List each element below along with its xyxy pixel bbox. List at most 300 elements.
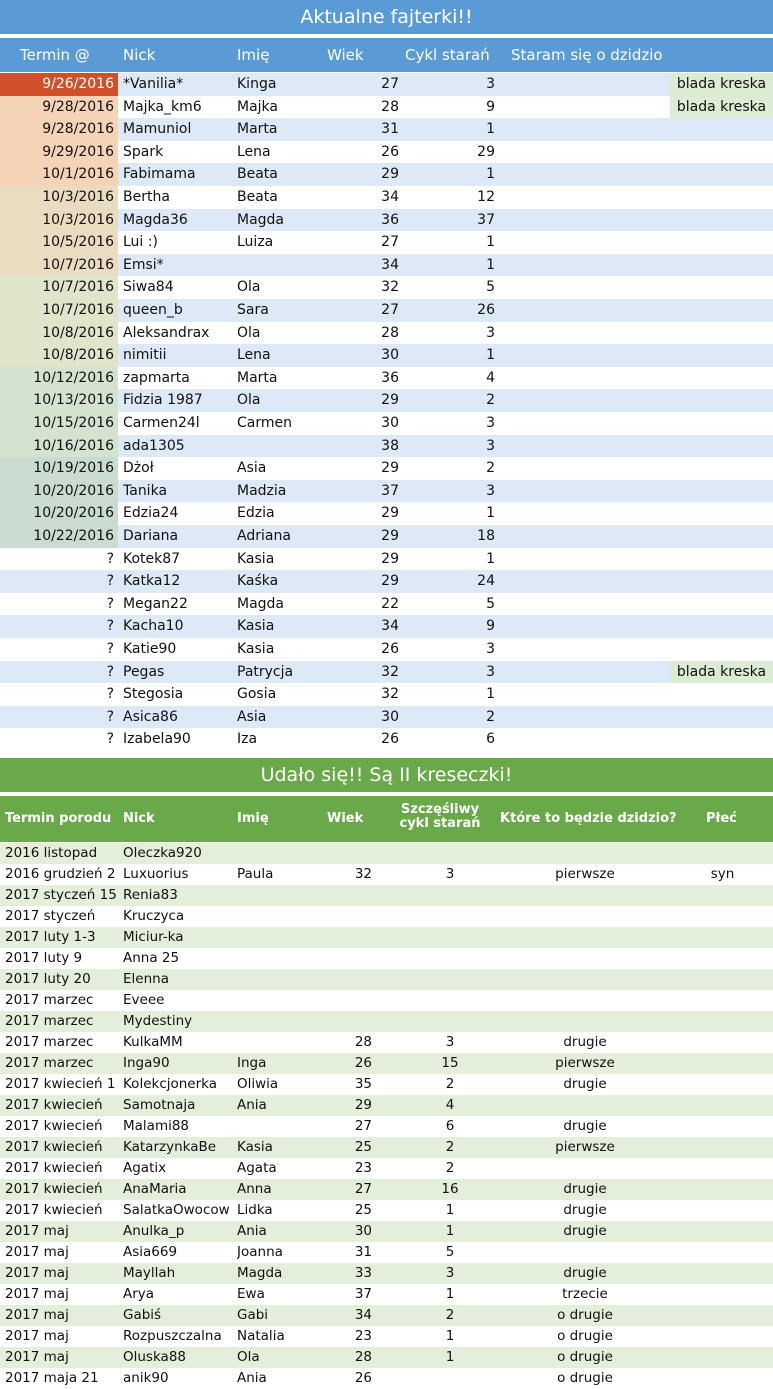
cykl-cell: 2 <box>445 1139 455 1155</box>
ktore-cell: trzecie <box>562 1286 608 1302</box>
cykl-cell: 3 <box>445 866 455 882</box>
nick-cell: Katie90 <box>123 641 177 657</box>
table-row <box>0 480 773 503</box>
wiek-cell: 30 <box>381 415 399 431</box>
cykl-cell: 3 <box>486 415 495 431</box>
nick-cell: Gabiś <box>123 1307 162 1323</box>
cykl-cell: 3 <box>445 1265 455 1281</box>
cykl-cell: 3 <box>486 76 495 92</box>
termin-cell: 2017 maj <box>5 1244 69 1260</box>
termin-cell: 9/28/2016 <box>0 96 118 119</box>
imie-cell: Adriana <box>237 528 291 544</box>
table-row <box>0 906 773 927</box>
ktore-cell: drugie <box>563 1118 607 1134</box>
termin-cell: 9/29/2016 <box>0 141 118 164</box>
cykl-cell: 16 <box>441 1181 459 1197</box>
nick-cell: Oleczka920 <box>123 845 202 861</box>
termin-cell: ? <box>106 731 114 748</box>
imie-cell: Luiza <box>237 234 274 251</box>
plec-cell: syn <box>710 866 735 882</box>
cykl-cell: 2 <box>486 392 495 409</box>
termin-cell: ? <box>106 686 114 703</box>
wiek-cell: 32 <box>354 866 372 882</box>
section1-title: Aktualne fajterki!! <box>0 0 773 34</box>
nick-cell: Katka12 <box>123 573 181 590</box>
imie-cell: Gosia <box>237 686 277 703</box>
termin-cell: 10/20/2016 <box>0 480 118 503</box>
nick-cell: queen_b <box>123 302 183 318</box>
imie-cell: Beata <box>237 189 278 205</box>
termin-cell: 2017 kwiecień <box>5 1160 103 1176</box>
cykl-cell: 3 <box>486 482 495 499</box>
wiek-cell: 28 <box>381 324 399 341</box>
table-row <box>0 254 773 277</box>
wiek-cell: 26 <box>381 143 399 160</box>
wiek-cell: 36 <box>381 211 399 228</box>
termin-cell: ? <box>106 618 114 635</box>
table-row <box>0 570 773 593</box>
ktore-cell: drugie <box>563 1265 607 1281</box>
wiek-cell: 35 <box>354 1076 372 1092</box>
ktore-cell: pierwsze <box>555 1139 615 1155</box>
cykl-cell: 5 <box>486 595 495 612</box>
cykl-cell: 4 <box>486 369 495 386</box>
header-nick: Nick <box>123 811 155 826</box>
nick-cell: Megan22 <box>123 595 188 612</box>
table-row <box>0 948 773 969</box>
section2-title: Udało się!! Są II kreseczki! <box>0 758 773 792</box>
termin-cell: 2017 marzec <box>5 992 94 1008</box>
table-row <box>0 548 773 571</box>
cykl-cell: 1 <box>486 505 495 522</box>
ktore-cell: drugie <box>563 1034 607 1050</box>
termin-cell: ? <box>106 663 114 680</box>
wiek-cell: 30 <box>381 708 399 725</box>
imie-cell: Patrycja <box>237 663 294 680</box>
nick-cell: Kotek87 <box>123 550 181 567</box>
table-row <box>0 1032 773 1053</box>
header-wiek: Wiek <box>327 46 364 64</box>
wiek-cell: 26 <box>354 1055 372 1071</box>
termin-cell: 2017 marzec <box>5 1013 94 1029</box>
table-row <box>0 322 773 345</box>
nick-cell: anik90 <box>123 1370 169 1386</box>
termin-cell: 2017 marzec <box>5 1055 94 1071</box>
table-row <box>0 276 773 299</box>
termin-cell: 10/1/2016 <box>0 163 118 186</box>
wiek-cell: 29 <box>381 550 399 567</box>
cykl-cell: 3 <box>486 437 495 454</box>
nick-cell: Anulka_p <box>123 1223 185 1239</box>
header-termin-porodu: Termin porodu <box>5 811 112 826</box>
termin-cell: 2017 luty 20 <box>5 971 91 987</box>
note-cell: blada kreska <box>670 73 773 96</box>
table-row <box>0 163 773 186</box>
termin-cell: 2016 listopad <box>5 845 98 861</box>
termin-cell: 2017 marzec <box>5 1034 94 1050</box>
termin-cell: 10/3/2016 <box>0 209 118 232</box>
wiek-cell: 25 <box>354 1139 372 1155</box>
ktore-cell: o drugie <box>557 1307 613 1323</box>
table-row <box>0 502 773 525</box>
header-plec: Płeć <box>706 811 737 826</box>
wiek-cell: 29 <box>381 505 399 522</box>
cykl-cell: 1 <box>486 256 495 273</box>
termin-cell: 2017 kwiecień <box>5 1097 103 1113</box>
termin-cell: 2017 kwiecień <box>5 1118 103 1134</box>
table-row <box>0 1179 773 1200</box>
table-row <box>0 1326 773 1347</box>
wiek-cell: 23 <box>354 1328 372 1344</box>
nick-cell: ada1305 <box>123 437 185 454</box>
table-row <box>0 186 773 209</box>
nick-cell: Majka_km6 <box>123 98 202 115</box>
imie-cell: Oliwia <box>237 1076 279 1092</box>
wiek-cell: 30 <box>381 347 399 364</box>
table-row <box>0 73 773 96</box>
cykl-cell: 1 <box>486 347 495 364</box>
cykl-cell: 3 <box>486 663 495 680</box>
wiek-cell: 34 <box>381 618 399 635</box>
nick-cell: Mayllah <box>123 1265 176 1281</box>
header-imie: Imię <box>237 46 270 64</box>
termin-cell: ? <box>106 595 114 612</box>
table-row <box>0 1053 773 1074</box>
nick-cell: Bertha <box>123 189 170 205</box>
header-nick: Nick <box>123 46 156 64</box>
imie-cell: Kasia <box>237 618 275 635</box>
wiek-cell: 27 <box>381 76 399 92</box>
cykl-cell: 12 <box>477 189 495 205</box>
table-row <box>0 344 773 367</box>
imie-cell: Joanna <box>237 1244 283 1260</box>
cykl-cell: 5 <box>445 1244 455 1260</box>
table-row <box>0 1221 773 1242</box>
termin-cell: 2017 kwiecień <box>5 1139 103 1155</box>
table-row <box>0 1074 773 1095</box>
nick-cell: zapmarta <box>123 369 190 386</box>
ktore-cell: o drugie <box>557 1328 613 1344</box>
cykl-cell: 1 <box>486 686 495 703</box>
wiek-cell: 32 <box>381 686 399 703</box>
cykl-cell: 1 <box>445 1223 455 1239</box>
nick-cell: Luxuorius <box>123 866 189 882</box>
termin-cell: 2017 kwiecień <box>5 1202 103 1218</box>
imie-cell: Kaśka <box>237 573 279 590</box>
nick-cell: Fidzia 1987 <box>123 392 203 409</box>
wiek-cell: 26 <box>381 731 399 748</box>
cykl-cell: 3 <box>486 641 495 657</box>
ktore-cell: drugie <box>563 1076 607 1092</box>
wiek-cell: 37 <box>354 1286 372 1302</box>
termin-cell: 2017 kwiecień 1 <box>5 1076 116 1092</box>
table-row <box>0 683 773 706</box>
imie-cell: Ola <box>237 279 261 296</box>
header-cykl: Cykl starań <box>405 46 490 64</box>
wiek-cell: 27 <box>381 234 399 251</box>
termin-cell: 10/8/2016 <box>0 344 118 367</box>
imie-cell: Ola <box>237 324 261 341</box>
wiek-cell: 23 <box>354 1160 372 1176</box>
termin-cell: 10/22/2016 <box>0 525 118 548</box>
table-row <box>0 661 773 684</box>
wiek-cell: 33 <box>354 1265 372 1281</box>
cykl-cell: 2 <box>445 1160 455 1176</box>
cykl-cell: 2 <box>486 708 495 725</box>
imie-cell: Anna <box>237 1181 272 1197</box>
nick-cell: Emsi* <box>123 256 164 273</box>
table-row <box>0 927 773 948</box>
cykl-cell: 1 <box>486 121 495 138</box>
termin-cell: 2017 maj <box>5 1307 69 1323</box>
termin-cell: 2017 kwiecień <box>5 1181 103 1197</box>
nick-cell: Kolekcjonerka <box>123 1076 218 1092</box>
termin-cell: ? <box>106 641 114 657</box>
ktore-cell: drugie <box>563 1223 607 1239</box>
nick-cell: Mamuniol <box>123 121 192 138</box>
ktore-cell: pierwsze <box>555 866 615 882</box>
termin-cell: 10/20/2016 <box>0 502 118 525</box>
termin-cell: 10/7/2016 <box>0 276 118 299</box>
cykl-cell: 4 <box>445 1097 455 1113</box>
imie-cell: Magda <box>237 595 285 612</box>
wiek-cell: 25 <box>354 1202 372 1218</box>
termin-cell: 2017 maj <box>5 1349 69 1365</box>
termin-cell: 2017 styczeń <box>5 908 96 924</box>
table-row <box>0 1137 773 1158</box>
cykl-cell: 2 <box>445 1076 455 1092</box>
ktore-cell: o drugie <box>557 1349 613 1365</box>
termin-cell: 9/28/2016 <box>0 118 118 141</box>
nick-cell: Carmen24l <box>123 415 200 431</box>
cykl-cell: 9 <box>486 618 495 635</box>
nick-cell: *Vanilia* <box>123 76 184 92</box>
wiek-cell: 29 <box>381 460 399 477</box>
header-cykl-line2: cykl starań <box>399 816 481 831</box>
section1-header-row <box>0 38 773 72</box>
imie-cell: Kinga <box>237 76 277 92</box>
nick-cell: Tanika <box>123 482 168 499</box>
table-row <box>0 299 773 322</box>
nick-cell: Lui :) <box>123 234 158 251</box>
imie-cell: Ola <box>237 392 261 409</box>
termin-cell: 2016 grudzień 2 <box>5 866 116 882</box>
nick-cell: Dżoł <box>123 460 154 477</box>
termin-cell: 2017 luty 9 <box>5 950 83 966</box>
imie-cell: Lidka <box>237 1202 273 1218</box>
imie-cell: Ania <box>237 1223 267 1239</box>
nick-cell: Kacha10 <box>123 618 184 635</box>
nick-cell: Mydestiny <box>123 1013 193 1029</box>
table-row <box>0 1347 773 1368</box>
wiek-cell: 36 <box>381 369 399 386</box>
imie-cell: Paula <box>237 866 274 882</box>
cykl-cell: 5 <box>486 279 495 296</box>
nick-cell: Renia83 <box>123 887 178 903</box>
termin-cell: 10/7/2016 <box>0 299 118 322</box>
wiek-cell: 32 <box>381 663 399 680</box>
termin-cell: 10/5/2016 <box>0 231 118 254</box>
table-row <box>0 209 773 232</box>
ktore-cell: pierwsze <box>555 1055 615 1071</box>
header-staram: Staram się o dzidzio <box>511 46 663 64</box>
termin-cell: 2017 maj <box>5 1223 69 1239</box>
table-row <box>0 728 773 751</box>
imie-cell: Natalia <box>237 1328 285 1344</box>
wiek-cell: 29 <box>354 1097 372 1113</box>
cykl-cell: 15 <box>441 1055 459 1071</box>
imie-cell: Madzia <box>237 482 287 499</box>
table-row <box>0 525 773 548</box>
table-row <box>0 1284 773 1305</box>
wiek-cell: 29 <box>381 528 399 544</box>
wiek-cell: 22 <box>381 595 399 612</box>
table-row <box>0 389 773 412</box>
wiek-cell: 32 <box>381 279 399 296</box>
imie-cell: Marta <box>237 121 278 138</box>
imie-cell: Sara <box>237 302 269 318</box>
header-imie: Imię <box>237 811 269 826</box>
nick-cell: Agatix <box>123 1160 167 1176</box>
wiek-cell: 31 <box>354 1244 372 1260</box>
table-row <box>0 435 773 458</box>
nick-cell: Edzia24 <box>123 505 179 522</box>
nick-cell: Malami88 <box>123 1118 190 1134</box>
table-row <box>0 615 773 638</box>
nick-cell: Inga90 <box>123 1055 170 1071</box>
termin-cell: 2017 maj <box>5 1265 69 1281</box>
imie-cell: Gabi <box>237 1307 269 1323</box>
imie-cell: Inga <box>237 1055 267 1071</box>
cykl-cell: 2 <box>445 1307 455 1323</box>
imie-cell: Marta <box>237 369 278 386</box>
ktore-cell: drugie <box>563 1181 607 1197</box>
header-termin: Termin @ <box>20 46 90 64</box>
ktore-cell: drugie <box>563 1202 607 1218</box>
table-row <box>0 1368 773 1389</box>
imie-cell: Lena <box>237 143 271 160</box>
wiek-cell: 37 <box>381 482 399 499</box>
wiek-cell: 28 <box>381 98 399 115</box>
termin-cell: 10/8/2016 <box>0 322 118 345</box>
wiek-cell: 28 <box>354 1034 372 1050</box>
cykl-cell: 6 <box>486 731 495 748</box>
table-row <box>0 593 773 616</box>
table-row <box>0 706 773 729</box>
nick-cell: Eveee <box>123 992 165 1008</box>
termin-cell: 10/15/2016 <box>0 412 118 435</box>
table-row <box>0 969 773 990</box>
table-row <box>0 457 773 480</box>
nick-cell: Magda36 <box>123 211 188 228</box>
termin-cell: 10/7/2016 <box>0 254 118 277</box>
wiek-cell: 27 <box>354 1118 372 1134</box>
termin-cell: 2017 luty 1-3 <box>5 929 96 945</box>
nick-cell: Stegosia <box>123 686 184 703</box>
wiek-cell: 34 <box>381 189 399 205</box>
nick-cell: Asica86 <box>123 708 178 725</box>
cykl-cell: 37 <box>477 211 495 228</box>
table-row <box>0 1158 773 1179</box>
cykl-cell: 1 <box>445 1328 455 1344</box>
table-row <box>0 1242 773 1263</box>
wiek-cell: 29 <box>381 166 399 183</box>
imie-cell: Kasia <box>237 550 275 567</box>
termin-cell: 10/16/2016 <box>0 435 118 458</box>
imie-cell: Carmen <box>237 415 292 431</box>
nick-cell: Elenna <box>123 971 169 987</box>
table-row <box>0 1263 773 1284</box>
cykl-cell: 24 <box>477 573 495 590</box>
table-row <box>0 864 773 885</box>
cykl-cell: 3 <box>486 324 495 341</box>
cykl-cell: 1 <box>486 550 495 567</box>
nick-cell: Arya <box>123 1286 155 1302</box>
nick-cell: Spark <box>123 143 164 160</box>
nick-cell: Fabimama <box>123 166 196 183</box>
nick-cell: Rozpuszczalna <box>123 1328 222 1344</box>
note-cell: blada kreska <box>670 96 773 119</box>
nick-cell: Miciur-ka <box>123 929 184 945</box>
table-row <box>0 367 773 390</box>
termin-cell: ? <box>106 573 114 590</box>
wiek-cell: 27 <box>354 1181 372 1197</box>
nick-cell: Anna 25 <box>123 950 180 966</box>
wiek-cell: 27 <box>381 302 399 318</box>
wiek-cell: 26 <box>381 641 399 657</box>
nick-cell: Aleksandrax <box>123 324 210 341</box>
termin-cell: 10/13/2016 <box>0 389 118 412</box>
table-row <box>0 1305 773 1326</box>
nick-cell: AnaMaria <box>123 1181 187 1197</box>
cykl-cell: 1 <box>445 1349 455 1365</box>
table-row <box>0 118 773 141</box>
table-row <box>0 1200 773 1221</box>
section2-header-row <box>0 796 773 842</box>
table-row <box>0 638 773 661</box>
imie-cell: Ania <box>237 1370 267 1386</box>
table-row <box>0 1116 773 1137</box>
nick-cell: Siwa84 <box>123 279 174 296</box>
nick-cell: nimitii <box>123 347 167 364</box>
nick-cell: Oluska88 <box>123 1349 186 1365</box>
wiek-cell: 30 <box>354 1223 372 1239</box>
termin-cell: 2017 maj <box>5 1286 69 1302</box>
nick-cell: SalatkaOwocow <box>123 1202 230 1218</box>
wiek-cell: 26 <box>354 1370 372 1386</box>
nick-cell: KatarzynkaBe <box>123 1139 217 1155</box>
imie-cell: Lena <box>237 347 271 364</box>
table-row <box>0 1095 773 1116</box>
cykl-cell: 29 <box>477 143 495 160</box>
termin-cell: 2017 maj <box>5 1328 69 1344</box>
nick-cell: Pegas <box>123 663 165 680</box>
table-row <box>0 141 773 164</box>
imie-cell: Asia <box>237 460 267 477</box>
table-row <box>0 1011 773 1032</box>
imie-cell: Ewa <box>237 1286 265 1302</box>
table-row <box>0 990 773 1011</box>
termin-cell: 10/3/2016 <box>0 186 118 209</box>
nick-cell: Samotnaja <box>123 1097 196 1113</box>
table-row <box>0 412 773 435</box>
wiek-cell: 29 <box>381 573 399 590</box>
termin-cell: ? <box>106 708 114 725</box>
cykl-cell: 6 <box>445 1118 455 1134</box>
nick-cell: Izabela90 <box>123 731 191 748</box>
nick-cell: KulkaMM <box>123 1034 183 1050</box>
imie-cell: Ania <box>237 1097 267 1113</box>
